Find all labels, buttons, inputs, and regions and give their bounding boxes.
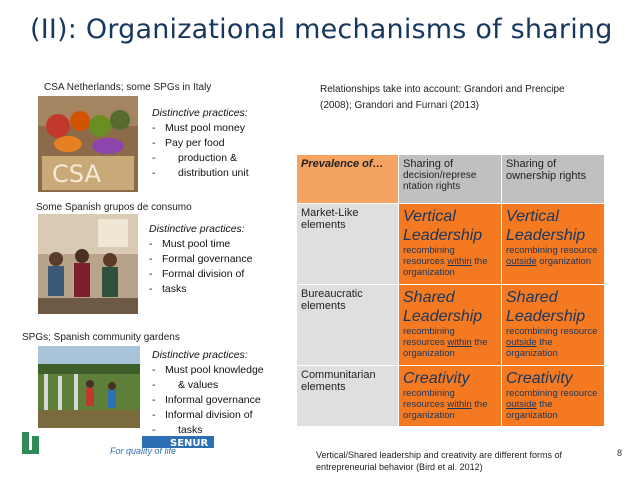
- practices-gardens: [152, 348, 292, 438]
- cell-desc: recombining resource outside the organization: [506, 326, 598, 359]
- practice-item: - tasks: [152, 423, 292, 438]
- header-decision-rights-line1: Sharing of: [403, 158, 454, 170]
- cell-title: Shared Leadership: [506, 289, 586, 325]
- community-garden-photo: [38, 346, 140, 428]
- senur-logo: [20, 428, 220, 458]
- table-header-row: [297, 155, 605, 204]
- practice-item: - production &: [152, 151, 282, 166]
- cell-desc: recombining resources within the organization: [403, 388, 488, 421]
- header-ownership-rights: Sharing of ownership rights: [502, 155, 605, 204]
- table-cell: [502, 285, 605, 366]
- relationships-note: Relationships take into account: Grandori and Prencipe (2008); Grandori and Furnari (2013): [320, 84, 565, 111]
- table-cell: [399, 285, 502, 366]
- header-decision-rights-line2: decision/represe ntation rights: [403, 170, 477, 192]
- cell-desc: recombining resource outside the organization: [506, 388, 598, 421]
- table-row: [297, 285, 605, 366]
- practice-item: - Formal division of: [149, 267, 279, 282]
- cell-title: Creativity: [506, 370, 573, 387]
- footnote: Vertical/Shared leadership and creativity are different forms of entrepreneurial behavior (Bird et al. 2012): [316, 450, 562, 472]
- cell-desc: recombining resources within the organization: [403, 326, 488, 359]
- grupos-meeting-photo: [38, 214, 138, 314]
- practice-item: - Informal governance: [152, 393, 292, 408]
- practice-item: - distribution unit: [152, 166, 282, 181]
- cell-title: Creativity: [403, 370, 470, 387]
- practice-item: - Informal division of: [152, 408, 292, 423]
- logo-tagline: For quality of life: [110, 446, 177, 456]
- table-cell: [399, 204, 502, 285]
- practice-item: - Must pool time: [149, 237, 279, 252]
- svg-text:SENUR: SENUR: [170, 438, 209, 449]
- row-label: Bureaucratic elements: [297, 285, 399, 366]
- cell-title: Vertical Leadership: [403, 208, 483, 244]
- row-label: Market-Like elements: [297, 204, 399, 285]
- practices-heading: Distinctive practices:: [152, 107, 248, 119]
- practice-item: - Must pool money: [152, 121, 282, 136]
- practice-item: - tasks: [149, 282, 279, 297]
- page-number: 8: [617, 448, 623, 458]
- header-prevalence: Prevalence of…: [297, 155, 399, 204]
- section-caption-grupos: Some Spanish grupos de consumo: [36, 202, 192, 213]
- sharing-matrix-table: [296, 154, 605, 427]
- section-caption-csa: CSA Netherlands; some SPGs in Italy: [44, 82, 212, 93]
- cell-title: Shared Leadership: [403, 289, 483, 325]
- practice-item: - & values: [152, 378, 292, 393]
- practice-item: - Pay per food: [152, 136, 282, 151]
- table-row: [297, 366, 605, 427]
- practice-item: - Must pool knowledge: [152, 363, 292, 378]
- table-cell: [399, 366, 502, 427]
- table-row: [297, 204, 605, 285]
- table-cell: [502, 366, 605, 427]
- practices-grupos: [149, 222, 279, 297]
- practice-item: - Formal governance: [149, 252, 279, 267]
- practices-csa: [152, 106, 282, 181]
- cell-desc: recombining resource outside organization: [506, 245, 598, 267]
- csa-basket-photo: [38, 96, 138, 192]
- table-cell: [502, 204, 605, 285]
- slide-title: (II): Organizational mechanisms of sharing: [30, 14, 613, 45]
- practices-heading: Distinctive practices:: [152, 349, 248, 361]
- header-decision-rights: [399, 155, 502, 204]
- cell-title: Vertical Leadership: [506, 208, 586, 244]
- cell-desc: recombining resources within the organization: [403, 245, 488, 278]
- section-caption-gardens: SPGs; Spanish community gardens: [22, 332, 180, 343]
- practices-heading: Distinctive practices:: [149, 223, 245, 235]
- svg-text:CSA: CSA: [52, 160, 101, 188]
- row-label: Communitarian elements: [297, 366, 399, 427]
